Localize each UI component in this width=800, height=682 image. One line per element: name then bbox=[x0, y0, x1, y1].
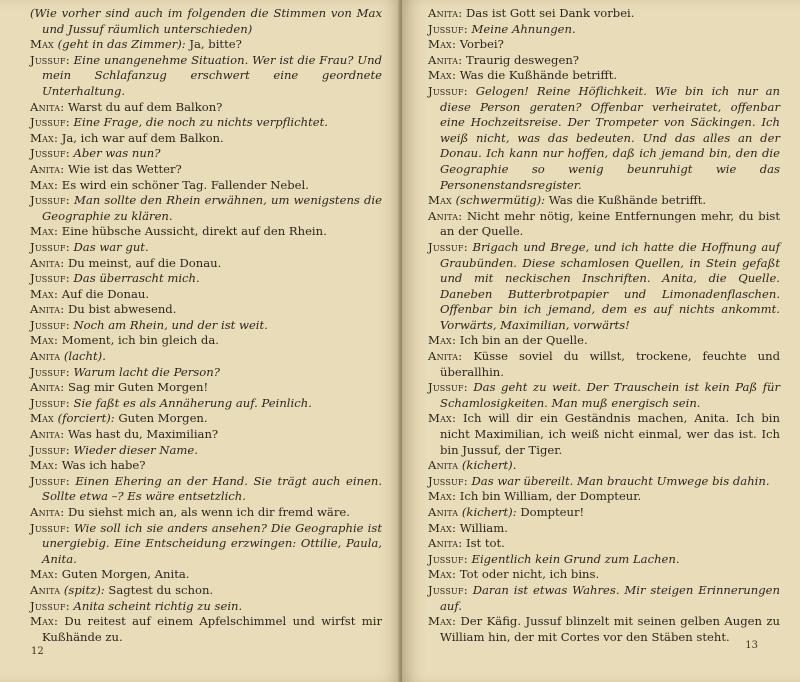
inner-voice-text: Wieder dieser Name. bbox=[73, 442, 198, 457]
script-line bbox=[30, 53, 382, 100]
inner-voice-text: (Wie vorher sind auch im folgenden die Stimmen von Max und Jussuf räumlich unterschieden) bbox=[30, 6, 382, 36]
left-page-number: 12 bbox=[31, 646, 44, 657]
script-line bbox=[428, 53, 780, 69]
script-line bbox=[428, 505, 780, 521]
speaker-name: Max: bbox=[428, 520, 457, 535]
script-line bbox=[30, 6, 382, 37]
inner-voice-text: Daran ist etwas Wahres. Mir steigen Erinnerungen auf. bbox=[440, 582, 780, 613]
script-line bbox=[30, 224, 382, 240]
script-line bbox=[30, 505, 382, 521]
script-line bbox=[30, 614, 382, 645]
speaker-name: Jussuf: bbox=[428, 380, 468, 395]
speaker-name: Anita bbox=[30, 582, 61, 597]
script-line bbox=[428, 333, 780, 349]
script-line bbox=[428, 349, 780, 380]
speaker-name: Jussuf: bbox=[30, 364, 70, 379]
spoken-text: Guten Morgen, Anita. bbox=[61, 567, 190, 582]
spoken-text: Du siehst mich an, als wenn ich dir fremd wäre. bbox=[68, 505, 350, 519]
speaker-name: Jussuf: bbox=[30, 598, 70, 613]
script-line bbox=[428, 411, 780, 458]
speaker-name: Jussuf: bbox=[30, 146, 70, 161]
script-line bbox=[30, 287, 382, 303]
right-page-number: 13 bbox=[745, 640, 758, 651]
inner-voice-text: Eine unangenehme Situation. Wer ist die Frau? Und mein Schlafanzug erschwert eine geordnete Unterhaltung. bbox=[42, 52, 382, 98]
inner-voice-text: Eigentlich kein Grund zum Lachen. bbox=[471, 551, 680, 566]
script-line bbox=[30, 115, 382, 131]
speaker-name: Jussuf: bbox=[428, 582, 468, 597]
spoken-text: Der Käfig. Jussuf blinzelt mit seinen gelben Augen zu William hin, der mit Cortes vor den Stäben steht. bbox=[440, 614, 781, 644]
script-line bbox=[30, 411, 382, 427]
speaker-name: Max: bbox=[30, 614, 59, 629]
speaker-name: Anita bbox=[428, 505, 459, 519]
script-line bbox=[428, 209, 780, 240]
left-page-text bbox=[30, 6, 382, 645]
speaker-name: Jussuf: bbox=[30, 395, 70, 410]
speaker-name: Max: bbox=[428, 68, 457, 83]
script-line bbox=[30, 427, 382, 443]
script-line bbox=[30, 100, 382, 116]
speaker-name: Anita: bbox=[428, 536, 463, 551]
speaker-name: Anita: bbox=[428, 349, 463, 364]
spoken-text: Warst du auf dem Balkon? bbox=[68, 99, 223, 114]
inner-voice-text: Brigach und Brege, und ich hatte die Hoffnung auf Graubünden. Diese schamlosen Quellen, in Stein gefaßt und mit neckischen Inschriften. Anita, die Quelle. Daneben Butterbrotpapier und Limonadenflaschen. Offenbar bin ich jemand, dem es auf nichts ankommt. Vorwärts, Maximilian, vorwärts! bbox=[440, 239, 781, 332]
script-line bbox=[428, 193, 780, 209]
speaker-name: Jussuf: bbox=[30, 52, 70, 67]
script-line bbox=[428, 567, 780, 583]
stage-direction: (spitz): bbox=[63, 582, 105, 597]
stage-direction: (kichert). bbox=[461, 458, 517, 473]
speaker-name: Anita: bbox=[30, 161, 65, 176]
spoken-text: William. bbox=[459, 520, 508, 535]
script-line bbox=[30, 178, 382, 194]
spoken-text: Du bist abwesend. bbox=[68, 302, 177, 317]
speaker-name: Anita: bbox=[30, 99, 65, 114]
script-line bbox=[30, 567, 382, 583]
inner-voice-text: Eine Frage, die noch zu nichts verpflichtet. bbox=[73, 115, 328, 130]
script-line bbox=[30, 521, 382, 568]
inner-voice-text: Gelogen! Reine Höflichkeit. Wie bin ich nur an diese Person geraten? Offenbar verheiratet, offenbar eine Hochzeitsreise. Der Trompeter von Säckingen. Ich weiß nicht, was das bedeuten. Und das alles an der Donau. Ich kann nur hoffen, daß ich jemand bin, den die Geographie so wenig beunruhigt wie das Personenstandsregister. bbox=[440, 83, 780, 192]
inner-voice-text: Meine Ahnungen. bbox=[471, 21, 576, 36]
spoken-text: Was die Kußhände betrifft. bbox=[548, 193, 707, 208]
script-line bbox=[428, 474, 780, 490]
speaker-name: Jussuf: bbox=[30, 193, 70, 208]
speaker-name: Jussuf: bbox=[428, 473, 468, 488]
script-line bbox=[30, 583, 382, 599]
script-line bbox=[428, 68, 780, 84]
script-line bbox=[428, 380, 780, 411]
script-line bbox=[30, 271, 382, 287]
script-line bbox=[30, 474, 382, 505]
speaker-name: Max: bbox=[30, 567, 59, 582]
speaker-name: Jussuf: bbox=[30, 442, 70, 457]
speaker-name: Max: bbox=[428, 411, 457, 426]
speaker-name: Max bbox=[30, 37, 54, 52]
spoken-text: Ja, ich war auf dem Balkon. bbox=[61, 130, 224, 145]
script-line bbox=[30, 37, 382, 53]
spoken-text: Was ich habe? bbox=[61, 458, 146, 473]
speaker-name: Max: bbox=[428, 489, 457, 504]
inner-voice-text: Das geht zu weit. Der Trauschein ist kein Paß für Schamlosigkeiten. Man muß energisch sein. bbox=[440, 380, 780, 410]
script-line bbox=[30, 333, 382, 349]
inner-voice-text: Anita scheint richtig zu sein. bbox=[73, 598, 243, 613]
spoken-text: Ich bin William, der Dompteur. bbox=[459, 489, 642, 504]
spoken-text: Dompteur! bbox=[520, 505, 585, 519]
script-line bbox=[30, 599, 382, 615]
speaker-name: Jussuf: bbox=[428, 83, 468, 98]
speaker-name: Max bbox=[30, 411, 54, 426]
script-line bbox=[428, 552, 780, 568]
speaker-name: Anita: bbox=[30, 380, 65, 395]
speaker-name: Jussuf: bbox=[428, 21, 468, 36]
inner-voice-text: Das war gut. bbox=[73, 239, 149, 254]
inner-voice-text: Das überrascht mich. bbox=[73, 271, 200, 286]
speaker-name: Jussuf: bbox=[30, 271, 70, 286]
speaker-name: Max: bbox=[30, 286, 59, 301]
script-line bbox=[428, 458, 780, 474]
script-line bbox=[428, 37, 780, 53]
script-line bbox=[428, 84, 780, 193]
spoken-text: Ich bin an der Quelle. bbox=[459, 333, 588, 348]
spoken-text: Ich will dir ein Geständnis machen, Anita. Ich bin nicht Maximilian, ich weiß nicht einmal, wer das ist. Ich bin Jussuf, der Tiger. bbox=[440, 411, 780, 457]
script-line bbox=[428, 536, 780, 552]
speaker-name: Jussuf: bbox=[30, 473, 70, 488]
spoken-text: Vorbei? bbox=[459, 37, 504, 52]
speaker-name: Anita: bbox=[30, 505, 65, 519]
spoken-text: Auf die Donau. bbox=[61, 286, 150, 301]
speaker-name: Max: bbox=[428, 37, 457, 52]
speaker-name: Max bbox=[428, 193, 452, 208]
script-line bbox=[428, 583, 780, 614]
inner-voice-text: Warum lacht die Person? bbox=[73, 364, 220, 379]
speaker-name: Anita: bbox=[428, 52, 463, 67]
script-line bbox=[30, 380, 382, 396]
speaker-name: Anita: bbox=[30, 302, 65, 317]
spoken-text: Traurig deswegen? bbox=[466, 52, 580, 67]
stage-direction: (schwermütig): bbox=[455, 193, 546, 208]
stage-direction: (kichert): bbox=[461, 505, 517, 519]
script-line bbox=[30, 365, 382, 381]
inner-voice-text: Sie faßt es als Annäherung auf. Peinlich. bbox=[73, 395, 312, 410]
spoken-text: Tot oder nicht, ich bins. bbox=[459, 567, 600, 582]
speaker-name: Max: bbox=[30, 177, 59, 192]
script-line bbox=[30, 146, 382, 162]
speaker-name: Max: bbox=[30, 130, 59, 145]
speaker-name: Anita bbox=[30, 349, 61, 364]
spoken-text: Es wird ein schöner Tag. Fallender Nebel. bbox=[61, 177, 309, 192]
spoken-text: Sagtest du schon. bbox=[108, 582, 214, 597]
right-page-text bbox=[428, 6, 780, 645]
script-line bbox=[30, 443, 382, 459]
script-line bbox=[428, 614, 780, 645]
spoken-text: Das ist Gott sei Dank vorbei. bbox=[466, 6, 635, 20]
inner-voice-text: Wie soll ich sie anders ansehen? Die Geographie ist unergiebig. Eine Entscheidung erzwingen: Ottilie, Paula, Anita. bbox=[42, 520, 382, 566]
script-line bbox=[30, 256, 382, 272]
spoken-text: Küsse soviel du willst, trockene, feuchte und überallhin. bbox=[440, 349, 781, 379]
speaker-name: Anita: bbox=[30, 255, 65, 270]
inner-voice-text: Aber was nun? bbox=[73, 146, 161, 161]
spoken-text: Nicht mehr nötig, keine Entfernungen mehr, du bist an der Quelle. bbox=[440, 208, 781, 239]
spoken-text: Wie ist das Wetter? bbox=[68, 161, 182, 176]
script-line bbox=[30, 318, 382, 334]
spoken-text: Eine hübsche Aussicht, direkt auf den Rhein. bbox=[61, 224, 327, 239]
speaker-name: Max: bbox=[30, 224, 59, 239]
inner-voice-text: Man sollte den Rhein erwähnen, um wenigstens die Geographie zu klären. bbox=[42, 193, 382, 223]
speaker-name: Jussuf: bbox=[428, 551, 468, 566]
right-page bbox=[402, 0, 800, 682]
speaker-name: Jussuf: bbox=[428, 239, 468, 254]
speaker-name: Anita: bbox=[30, 427, 65, 442]
inner-voice-text: Noch am Rhein, und der ist weit. bbox=[73, 317, 268, 332]
script-line bbox=[30, 162, 382, 178]
speaker-name: Jussuf: bbox=[30, 317, 70, 332]
script-line bbox=[428, 489, 780, 505]
script-line bbox=[30, 396, 382, 412]
inner-voice-text: Einen Ehering an der Hand. Sie trägt auch einen. Sollte etwa –? Es wäre entsetzlich. bbox=[42, 473, 383, 504]
speaker-name: Max: bbox=[30, 458, 59, 473]
stage-direction: (geht in das Zimmer): bbox=[57, 37, 186, 52]
script-line bbox=[428, 6, 780, 22]
script-line bbox=[30, 458, 382, 474]
speaker-name: Jussuf: bbox=[30, 115, 70, 130]
stage-direction: (lacht). bbox=[63, 349, 106, 364]
speaker-name: Anita bbox=[428, 458, 459, 473]
script-line bbox=[30, 193, 382, 224]
spoken-text: Du meinst, auf die Donau. bbox=[68, 255, 222, 270]
script-line bbox=[30, 240, 382, 256]
script-line bbox=[428, 240, 780, 334]
speaker-name: Jussuf: bbox=[30, 520, 70, 535]
speaker-name: Max: bbox=[428, 333, 457, 348]
spoken-text: Guten Morgen. bbox=[118, 411, 208, 426]
speaker-name: Max: bbox=[428, 614, 457, 629]
script-line bbox=[428, 22, 780, 38]
inner-voice-text: Das war übereilt. Man braucht Umwege bis dahin. bbox=[471, 473, 770, 488]
script-line bbox=[30, 302, 382, 318]
spoken-text: Was die Kußhände betrifft. bbox=[459, 68, 618, 83]
speaker-name: Jussuf: bbox=[30, 239, 70, 254]
speaker-name: Max: bbox=[30, 333, 59, 348]
speaker-name: Anita: bbox=[428, 208, 463, 223]
speaker-name: Anita: bbox=[428, 6, 463, 20]
spoken-text: Was hast du, Maximilian? bbox=[68, 427, 219, 442]
spoken-text: Ist tot. bbox=[466, 536, 505, 551]
spoken-text: Moment, ich bin gleich da. bbox=[61, 333, 219, 348]
spoken-text: Sag mir Guten Morgen! bbox=[68, 380, 209, 395]
script-line bbox=[30, 349, 382, 365]
speaker-name: Max: bbox=[428, 567, 457, 582]
spoken-text: Ja, bitte? bbox=[189, 37, 242, 52]
stage-direction: (forciert): bbox=[57, 411, 115, 426]
script-line bbox=[30, 131, 382, 147]
script-line bbox=[428, 521, 780, 537]
spoken-text: Du reitest auf einem Apfelschimmel und wirfst mir Kußhände zu. bbox=[42, 614, 382, 644]
